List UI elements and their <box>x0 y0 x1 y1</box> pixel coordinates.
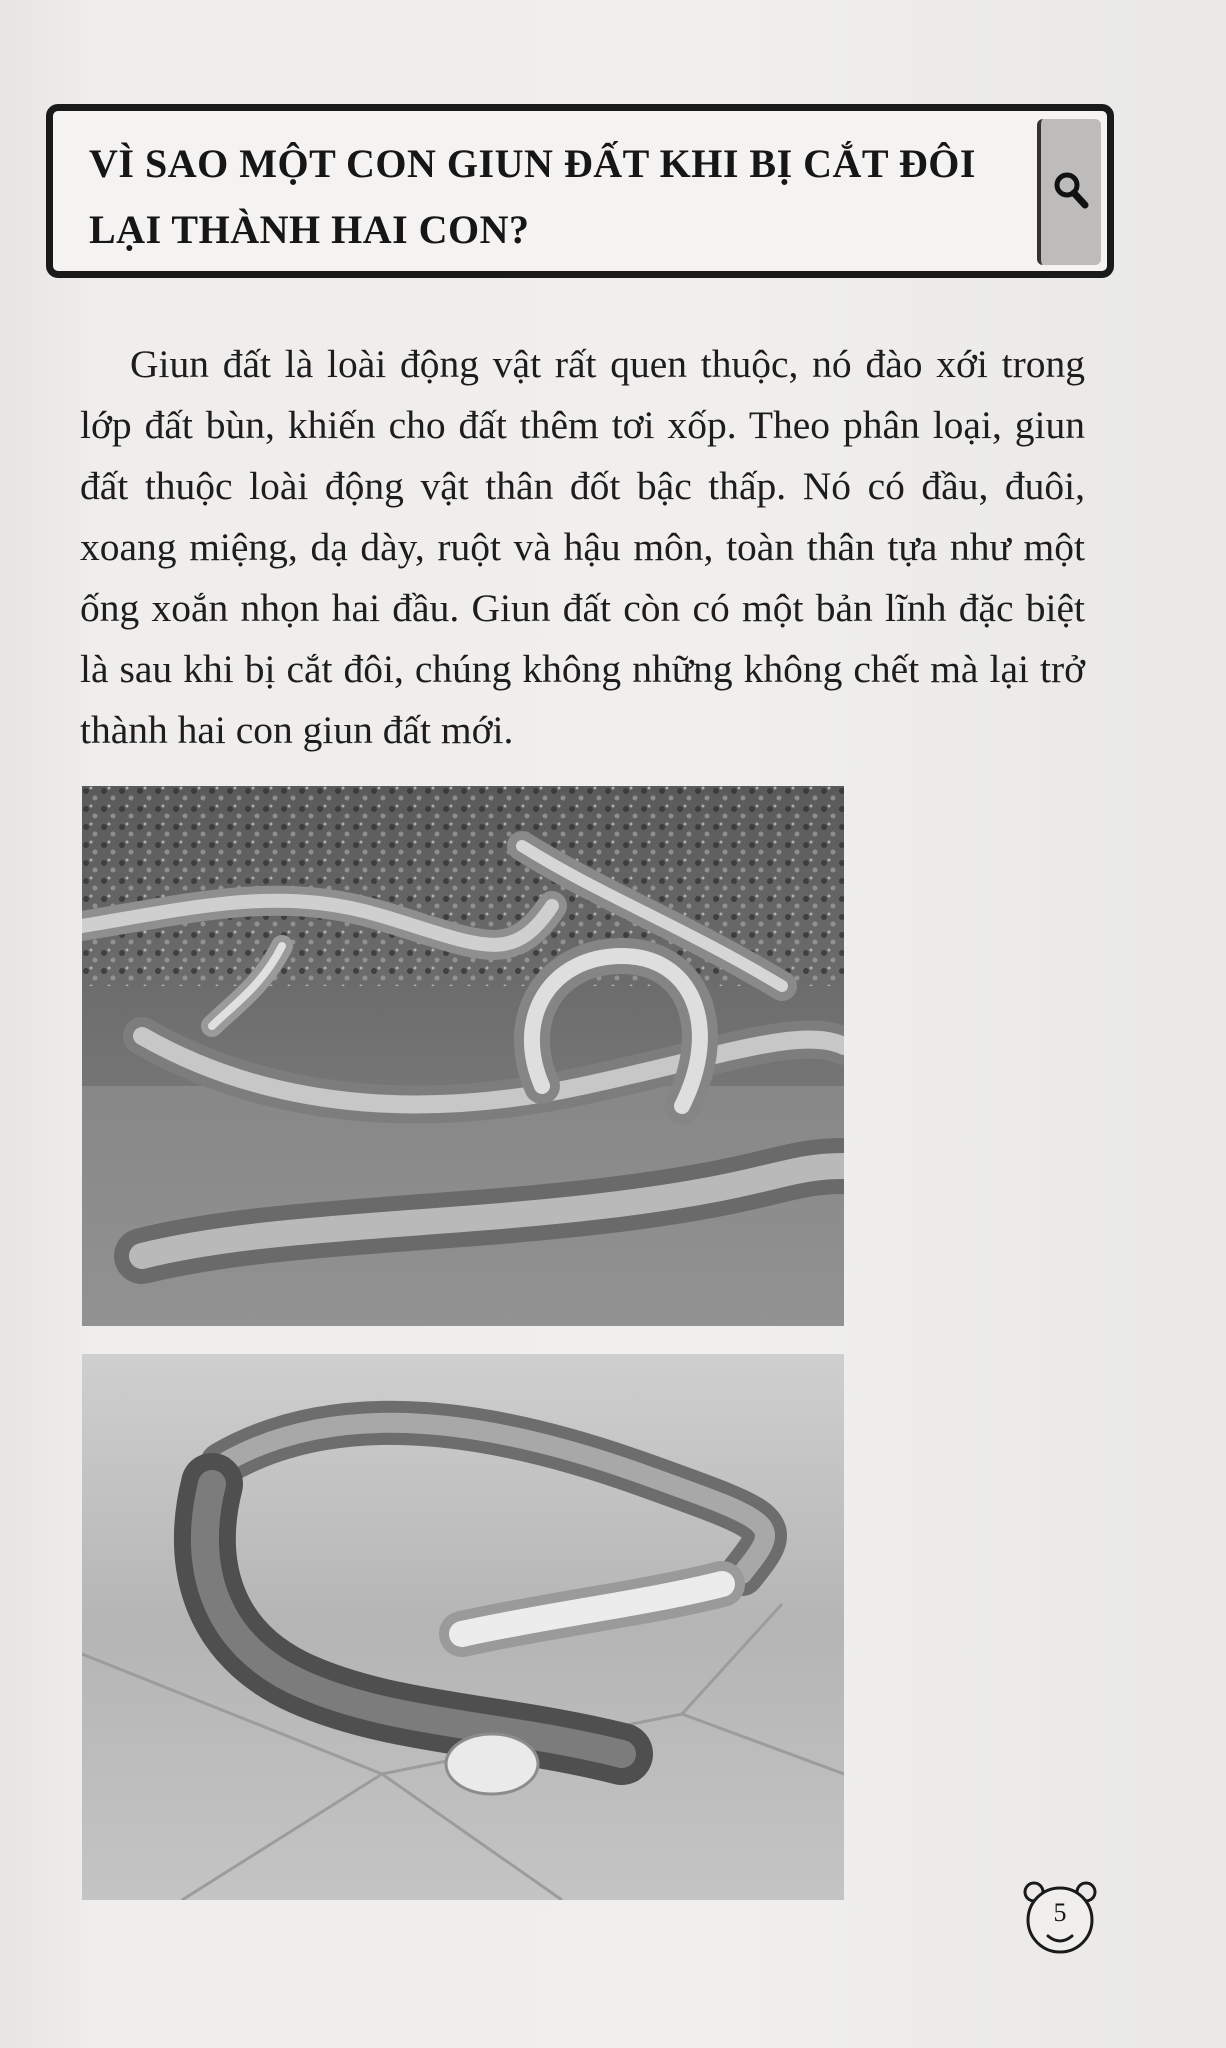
cut-earthworm-photo <box>82 1354 844 1900</box>
search-tab <box>1037 119 1101 265</box>
earthworms-photo <box>82 786 844 1326</box>
page-number-badge <box>1018 1876 1102 1960</box>
body-paragraph: Giun đất là loài động vật rất quen thuộc, nó đào xới trong lớp đất bùn, khiến cho đất thêm tơi xốp. Theo phân loại, giun đất thuộc loài động vật thân đốt bậc thấp. Nó có đầu, đuôi, xoang miệng, dạ dày, ruột và hậu môn, toàn thân tựa như một ống xoắn nhọn hai đầu. Giun đất còn có một bản lĩnh đặc biệt là sau khi bị cắt đôi, chúng không những không chết mà lại trở thành hai con giun đất mới. <box>80 342 1085 752</box>
title-line-2: LẠI THÀNH HAI CON? <box>89 207 530 252</box>
magnifier-icon <box>1051 167 1091 215</box>
question-title <box>89 131 1069 263</box>
question-title-box <box>46 104 1114 278</box>
title-line-1: VÌ SAO MỘT CON GIUN ĐẤT KHI BỊ CẮT ĐÔI <box>89 141 976 186</box>
page-number: 5 <box>1053 1898 1067 1927</box>
